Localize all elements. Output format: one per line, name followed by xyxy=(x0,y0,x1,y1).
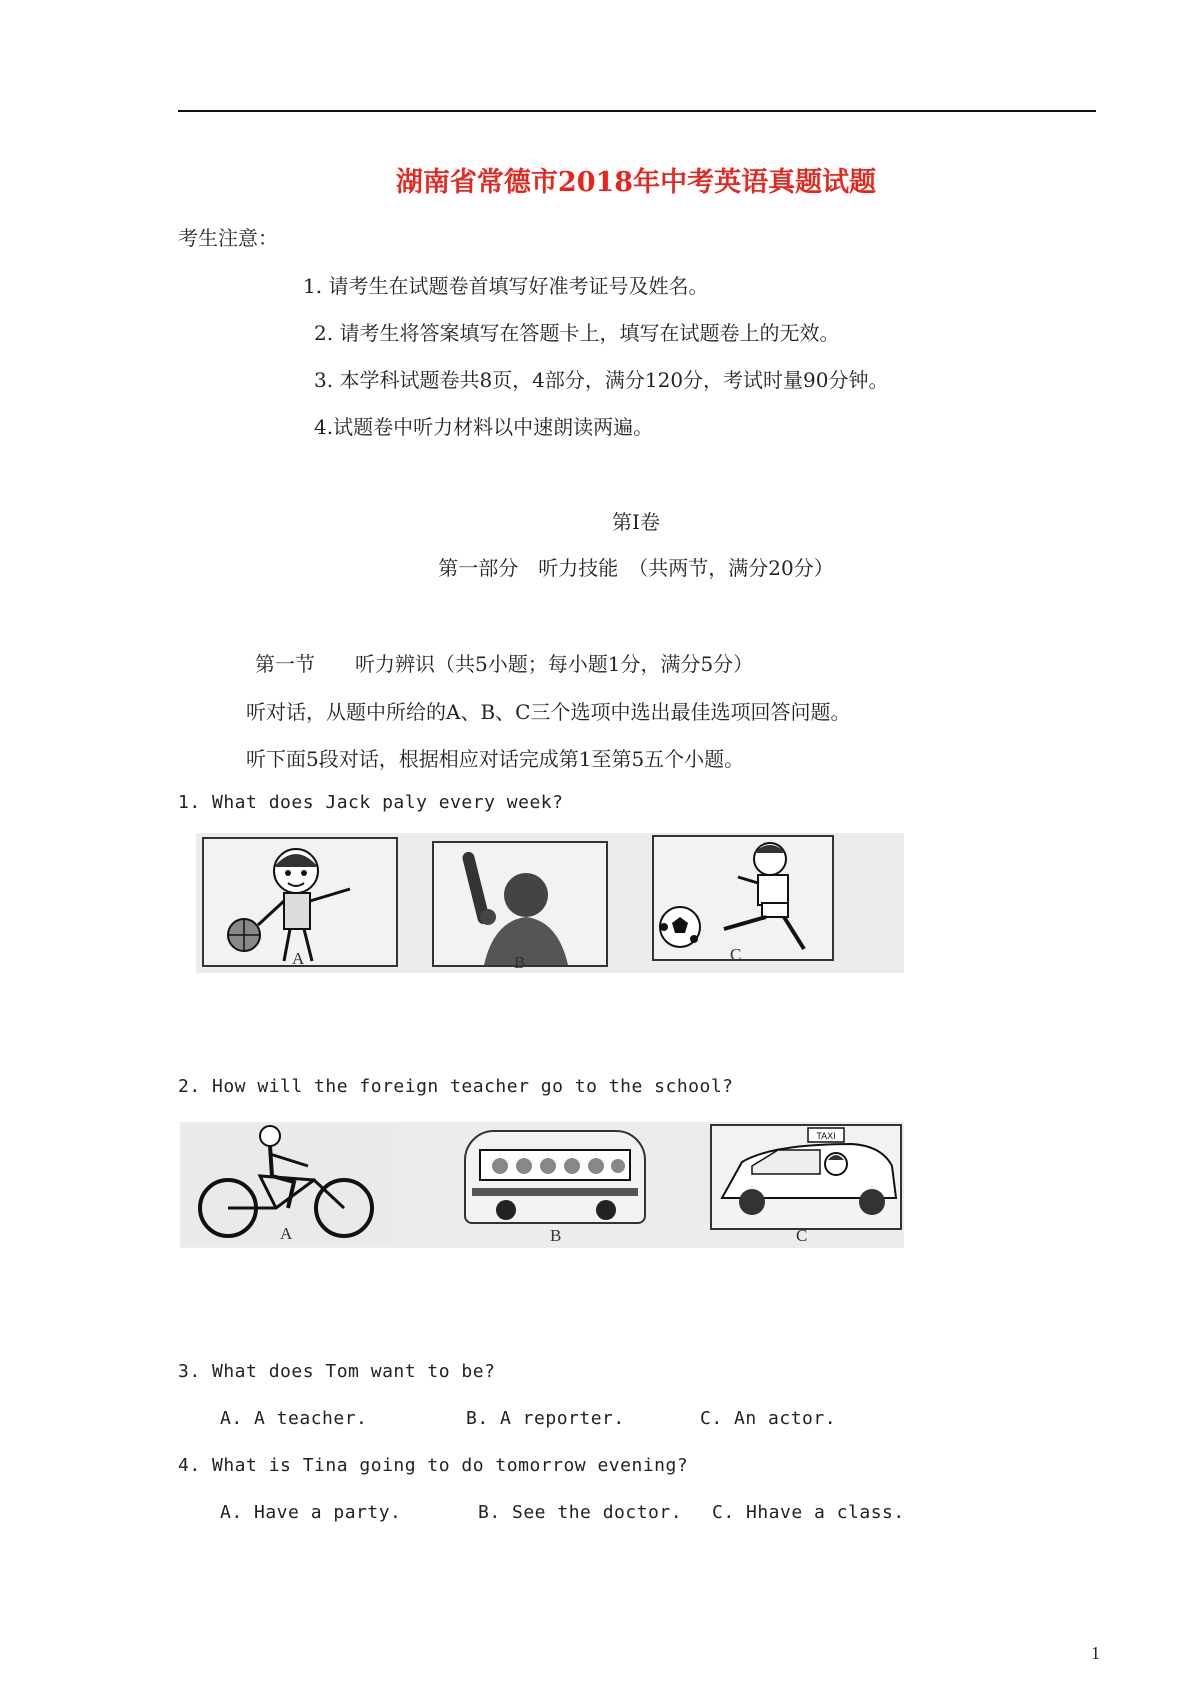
page-title: 湖南省常德市2018年中考英语真题试题 xyxy=(395,167,877,198)
q3-option-c: C. An actor. xyxy=(700,1408,837,1429)
volume-heading: 第Ⅰ卷 xyxy=(612,510,660,534)
notice-item-2: 2. 请考生将答案填写在答题卡上，填写在试题卷上的无效。 xyxy=(314,321,840,345)
q3-option-a: A. A teacher. xyxy=(220,1408,368,1429)
q2-option-b-picture xyxy=(464,1130,646,1224)
page-number: 1 xyxy=(1091,1643,1100,1663)
question-2: 2. How will the foreign teacher go to the school? xyxy=(178,1076,734,1097)
q2-option-c-label: C xyxy=(796,1226,808,1245)
bus-picture xyxy=(466,1132,644,1222)
q1-option-c-picture xyxy=(652,835,834,961)
q2-picture-row xyxy=(180,1122,904,1248)
notice-item-4: 4.试题卷中听力材料以中速朗读两遍。 xyxy=(314,415,654,439)
section1-instruction-2: 听下面5段对话，根据相应对话完成第1至第5五个小题。 xyxy=(246,747,745,771)
q4-option-b: B. See the doctor. xyxy=(478,1502,683,1523)
question-4: 4. What is Tina going to do tomorrow evening? xyxy=(178,1455,689,1476)
q1-option-b-label: B xyxy=(514,953,526,972)
notice-item-1: 1. 请考生在试题卷首填写好准考证号及姓名。 xyxy=(303,274,709,298)
part1-heading: 第一部分 听力技能 （共两节，满分20分） xyxy=(438,556,834,580)
basketball-boy-picture xyxy=(204,839,396,965)
section1-instruction-1: 听对话，从题中所给的A、B、C三个选项中选出最佳选项回答问题。 xyxy=(246,700,851,724)
q1-option-c-label: C xyxy=(730,945,742,964)
notice-item-3: 3. 本学科试题卷共8页，4部分，满分120分，考试时量90分钟。 xyxy=(314,368,889,392)
q2-option-b-label: B xyxy=(550,1226,562,1245)
q4-option-a: A. Have a party. xyxy=(220,1502,402,1523)
question-1: 1. What does Jack paly every week? xyxy=(178,792,564,813)
q1-option-a-label: A xyxy=(292,949,305,968)
notice-heading: 考生注意： xyxy=(178,226,278,250)
baseball-boy-picture xyxy=(434,843,606,965)
football-boy-picture xyxy=(654,837,832,959)
question-3: 3. What does Tom want to be? xyxy=(178,1361,496,1382)
q1-option-b-picture xyxy=(432,841,608,967)
taxi-sign: TAXI xyxy=(816,1131,836,1141)
q1-picture-row xyxy=(196,833,904,973)
q3-option-b: B. A reporter. xyxy=(466,1408,625,1429)
header-rule xyxy=(178,110,1096,112)
section1-heading: 第一节 听力辨识（共5小题；每小题1分，满分5分） xyxy=(255,652,754,676)
q1-option-a-picture xyxy=(202,837,398,967)
q2-option-c-picture xyxy=(710,1124,902,1230)
q4-option-c: C. Hhave a class. xyxy=(712,1502,905,1523)
q2-option-a-label: A xyxy=(280,1224,293,1243)
taxi-picture xyxy=(712,1126,900,1228)
